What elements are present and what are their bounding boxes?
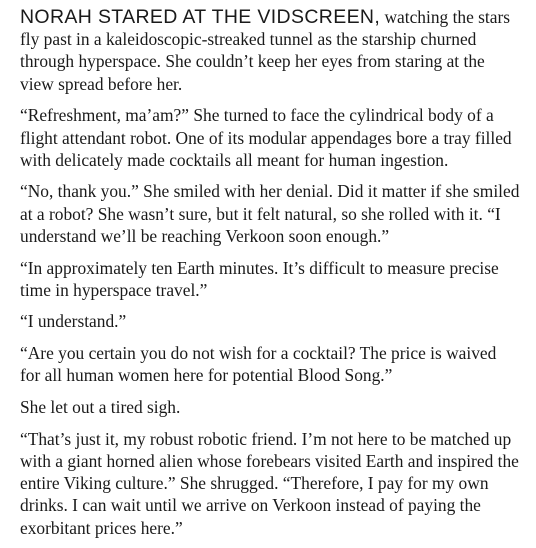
paragraph-robotic-friend: “That’s just it, my robust robotic friend. I’m not here to be matched up with a giant horned alien whose forebears visited Earth and inspired the entire Viking culture.” She shrugged. “Therefore, I pay for my own drinks. I can wait until we arrive on Verkoon instead of paying the exorbitant prices here.” xyxy=(20,428,519,538)
opening-text: watching the stars fly past in a kaleidoscopic-streaked tunnel as the starship churned through hyperspace. She couldn’t keep her eyes from staring at the view spread before her. xyxy=(20,7,511,94)
opening-paragraph xyxy=(20,6,520,95)
book-page xyxy=(20,6,520,548)
paragraph-no-thank-you: “No, thank you.” She smiled with her denial. Did it matter if she smiled at a robot? She wasn’t sure, but it felt natural, so she rolled with it. “I understand we’ll be reaching Verkoon soon enough.” xyxy=(20,181,520,246)
paragraph-tired-sigh: She let out a tired sigh. xyxy=(20,397,181,418)
paragraph-cocktail-offer: “Are you certain you do not wish for a cocktail? The price is waived for all human women here for potential Blood Song.” xyxy=(20,343,497,386)
paragraph-refreshment: “Refreshment, ma’am?” She turned to face the cylindrical body of a flight attendant robot. One of its modular appendages bore a tray filled with delicately made cocktails all meant for human ingestion. xyxy=(20,105,512,170)
paragraph-ten-minutes: “In approximately ten Earth minutes. It’s difficult to measure precise time in hyperspace travel.” xyxy=(20,257,499,300)
paragraph-i-understand: “I understand.” xyxy=(20,311,127,332)
chapter-lead-in: NORAH STARED AT THE VIDSCREEN, xyxy=(20,6,381,28)
